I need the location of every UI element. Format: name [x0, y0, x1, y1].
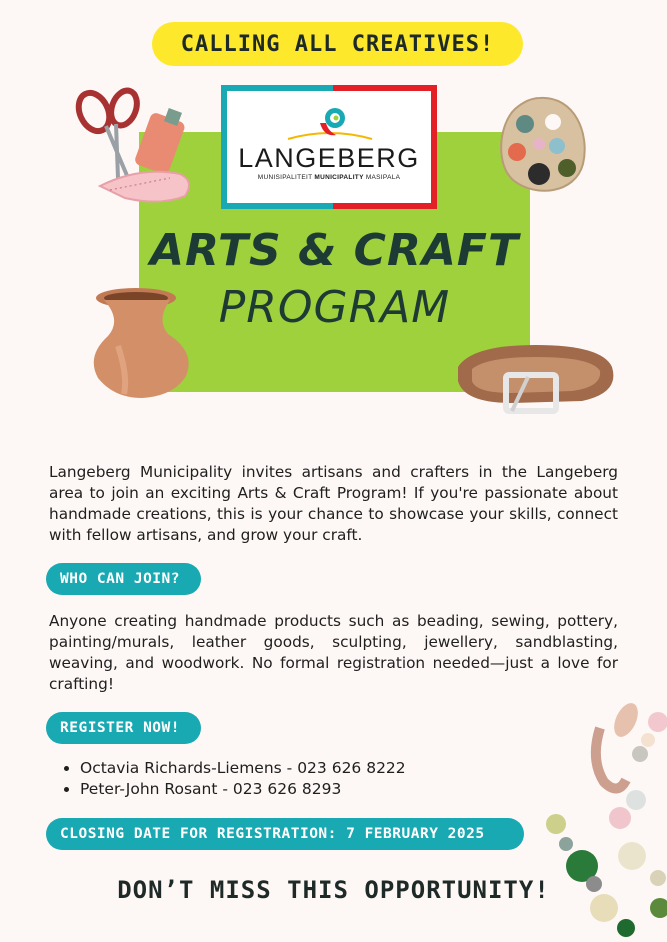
footer-tagline: DON’T MISS THIS OPPORTUNITY!	[117, 876, 550, 904]
contact-item: • Peter-John Rosant - 023 626 8293	[80, 779, 406, 800]
who-can-join-text: Anyone creating handmade products such as beading, sewing, pottery, painting/murals, leather goods, sculpting, jewellery, sandblasting, weaving, and woodwork. No formal registration needed—just a love for crafting!	[49, 612, 618, 693]
who-can-join-heading: WHO CAN JOIN?	[46, 563, 201, 595]
program-title-line1: ARTS & CRAFT	[150, 225, 519, 276]
register-now-heading: REGISTER NOW!	[46, 712, 201, 744]
clay-pot-illustration	[78, 286, 204, 401]
sewing-tools-illustration	[70, 86, 205, 211]
contact-list	[60, 758, 406, 800]
logo-subtitle: MUNISIPALITEIT MUNICIPALITY MASIPALA	[257, 174, 401, 181]
header-tagline: CALLING ALL CREATIVES!	[152, 22, 523, 66]
leather-belt-illustration	[452, 337, 620, 422]
program-title-line2: PROGRAM	[218, 282, 451, 333]
contact-item: • Octavia Richards-Liemens - 023 626 8222	[80, 758, 406, 779]
paint-palette-illustration	[495, 94, 590, 196]
logo-name: LANGEBERG	[238, 143, 420, 173]
intro-paragraph: Langeberg Municipality invites artisans and crafters in the Langeberg area to join an exciting Arts & Craft Program! If you're passionate about handmade creations, this is your chance to showcase your skills, connect with fellow artisans, and grow your craft.	[49, 463, 618, 544]
beads-illustration	[540, 700, 667, 942]
logo-emblem-icon	[280, 103, 380, 145]
closing-date-banner: CLOSING DATE FOR REGISTRATION: 7 FEBRUARY 2025	[46, 818, 524, 850]
